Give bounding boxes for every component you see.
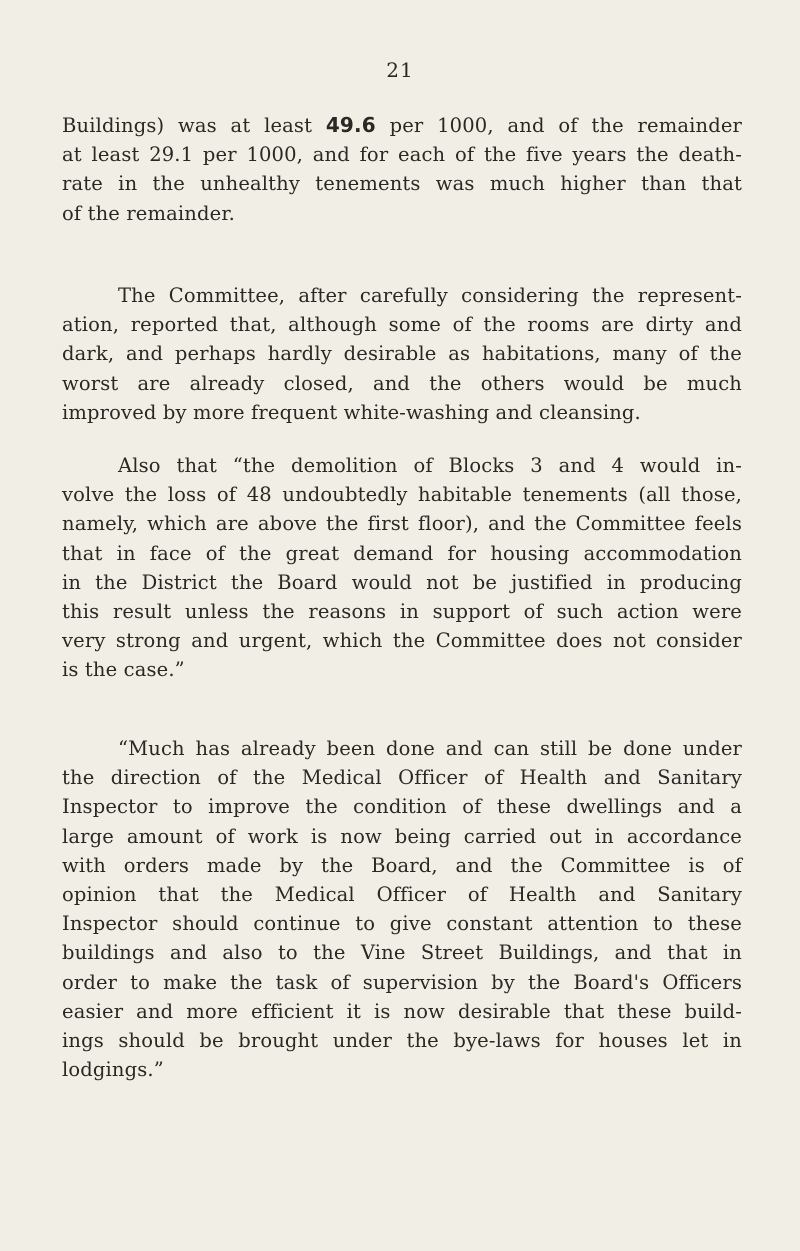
paragraph-line: easier and more efficient it is now desirable that these build- — [62, 999, 742, 1023]
paragraph-line — [62, 111, 742, 140]
paragraph-line: worst are already closed, and the others would be much — [62, 371, 742, 395]
paragraph-line: is the case.” — [62, 658, 185, 682]
page-number: 21 — [386, 58, 414, 82]
paragraph-line: this result unless the reasons in support of such action were — [62, 600, 742, 624]
death-rate-figure: 49.6 — [325, 113, 376, 137]
paragraph-supervision-quote — [62, 734, 742, 1084]
paragraph-committee-report — [62, 281, 742, 427]
paragraph-line: at least 29.1 per 1000, and for each of the five years the death- — [62, 143, 742, 167]
line-text: per 1000, and of the remainder — [375, 114, 742, 137]
paragraph-line: with orders made by the Board, and the Committee is of — [62, 853, 742, 877]
paragraph-line: order to make the task of supervision by the Board's Officers — [62, 970, 742, 994]
paragraph-line: very strong and urgent, which the Committee does not consider — [62, 629, 742, 653]
paragraph-line: The Committee, after carefully considering the represent- — [118, 284, 742, 307]
paragraph-line: rate in the unhealthy tenements was much higher than that — [62, 172, 742, 196]
paragraph-line: improved by more frequent white-washing and cleansing. — [62, 400, 641, 424]
paragraph-line: volve the loss of 48 undoubtedly habitable tenements (all those, — [62, 483, 742, 507]
paragraph-line: lodgings.” — [62, 1058, 164, 1082]
paragraph-line: Inspector to improve the condition of these dwellings and a — [62, 795, 742, 819]
paragraph-line: namely, which are above the first floor), and the Committee feels — [62, 512, 742, 536]
paragraph-line: “Much has already been done and can still be done under — [118, 737, 742, 760]
paragraph-line: opinion that the Medical Officer of Health and Sanitary — [62, 883, 742, 907]
paragraph-line: dark, and perhaps hardly desirable as habitations, many of the — [62, 342, 742, 366]
paragraph-line: of the remainder. — [62, 201, 236, 225]
line-text: Buildings) was at least — [62, 114, 326, 137]
paragraph-line: ation, reported that, although some of the rooms are dirty and — [62, 313, 742, 337]
paragraph-line: large amount of work is now being carried out in accordance — [62, 824, 742, 848]
paragraph-demolition-quote — [62, 451, 742, 685]
paragraph-line: Also that “the demolition of Blocks 3 and 4 would in- — [118, 454, 742, 477]
paragraph-line: Inspector should continue to give constant attention to these — [62, 912, 742, 936]
paragraph-line: ings should be brought under the bye-laws for houses let in — [62, 1029, 742, 1053]
paragraph-line: the direction of the Medical Officer of Health and Sanitary — [62, 766, 742, 790]
paragraph-line: buildings and also to the Vine Street Buildings, and that in — [62, 941, 742, 965]
paragraph-line: that in face of the great demand for housing accommodation — [62, 541, 742, 565]
paragraph-death-rate — [62, 111, 742, 228]
paragraph-line: in the District the Board would not be justified in producing — [62, 570, 742, 594]
